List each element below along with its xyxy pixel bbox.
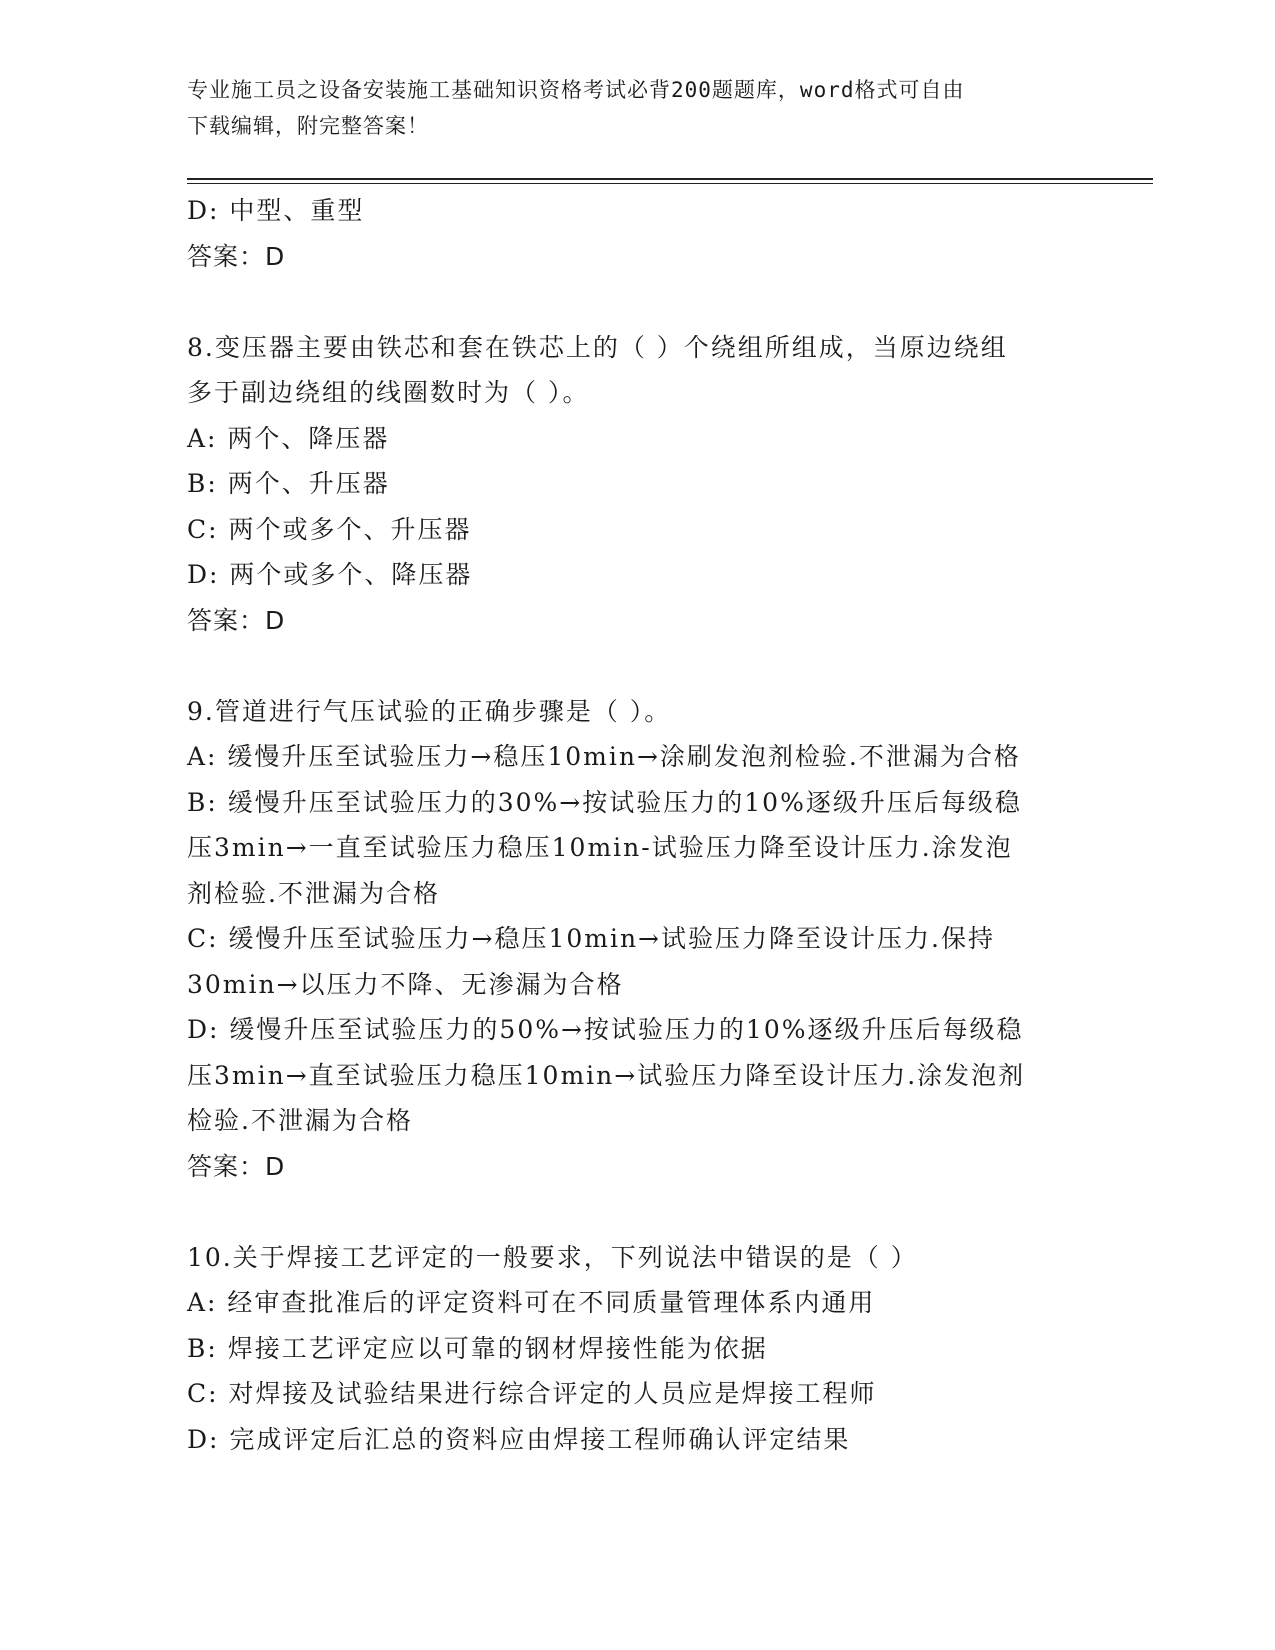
option-a: A: 两个、降压器	[187, 423, 390, 453]
header-divider-thin	[187, 183, 1153, 184]
previous-question-tail	[187, 188, 1087, 279]
header-line-1: 专业施工员之设备安装施工基础知识资格考试必背200题题库，word格式可自由	[187, 78, 965, 102]
option-a: A: 经审查批准后的评定资料可在不同质量管理体系内通用	[187, 1288, 876, 1317]
answer-line: 答案：D	[187, 605, 286, 635]
option-c: C: 对焊接及试验结果进行综合评定的人员应是焊接工程师	[187, 1379, 877, 1408]
option-b-cont: 剂检验.不泄漏为合格	[187, 878, 440, 908]
question-9	[187, 689, 1087, 1190]
header-divider-thick	[187, 178, 1153, 180]
question-stem: 10.关于焊接工艺评定的一般要求，下列说法中错误的是（ ）	[187, 1242, 918, 1272]
option-d-cont: 压3min→直至试验压力稳压10min→试验压力降至设计压力.涂发泡剂	[187, 1060, 1026, 1090]
option-b: B: 缓慢升压至试验压力的30%→按试验压力的10%逐级升压后每级稳	[187, 787, 1022, 817]
question-8	[187, 325, 1087, 644]
option-d: D: 缓慢升压至试验压力的50%→按试验压力的10%逐级升压后每级稳	[187, 1015, 1024, 1044]
question-10	[187, 1235, 1087, 1463]
question-stem: 8.变压器主要由铁芯和套在铁芯上的（ ）个绕组所组成，当原边绕组	[187, 332, 1008, 362]
question-stem-cont: 多于副边绕组的线圈数时为（ ）。	[187, 378, 590, 407]
option-c: C: 缓慢升压至试验压力→稳压10min→试验压力降至设计压力.保持	[187, 924, 995, 953]
answer-line: 答案：D	[187, 1151, 286, 1181]
option-d: D: 完成评定后汇总的资料应由焊接工程师确认评定结果	[187, 1424, 851, 1454]
option-b: B: 两个、升压器	[187, 469, 390, 498]
answer-line: 答案：D	[187, 241, 286, 271]
option-d-cont: 检验.不泄漏为合格	[187, 1106, 413, 1135]
document-header	[187, 72, 1087, 144]
spacer	[187, 1189, 1087, 1235]
option-b: B: 焊接工艺评定应以可靠的钢材焊接性能为依据	[187, 1333, 768, 1363]
spacer	[187, 643, 1087, 689]
option-d: D: 中型、重型	[187, 196, 365, 225]
question-content	[187, 188, 1087, 1462]
option-c: C: 两个或多个、升压器	[187, 514, 472, 544]
spacer	[187, 279, 1087, 325]
option-c-cont: 30min→以压力不降、无渗漏为合格	[187, 969, 624, 999]
question-stem: 9.管道进行气压试验的正确步骤是（ ）。	[187, 696, 672, 726]
option-a: A: 缓慢升压至试验压力→稳压10min→涂刷发泡剂检验.不泄漏为合格	[187, 742, 1021, 771]
header-line-2: 下载编辑，附完整答案！	[187, 114, 429, 138]
option-d: D: 两个或多个、降压器	[187, 560, 473, 589]
option-b-cont: 压3min→一直至试验压力稳压10min-试验压力降至设计压力.涂发泡	[187, 833, 1013, 862]
